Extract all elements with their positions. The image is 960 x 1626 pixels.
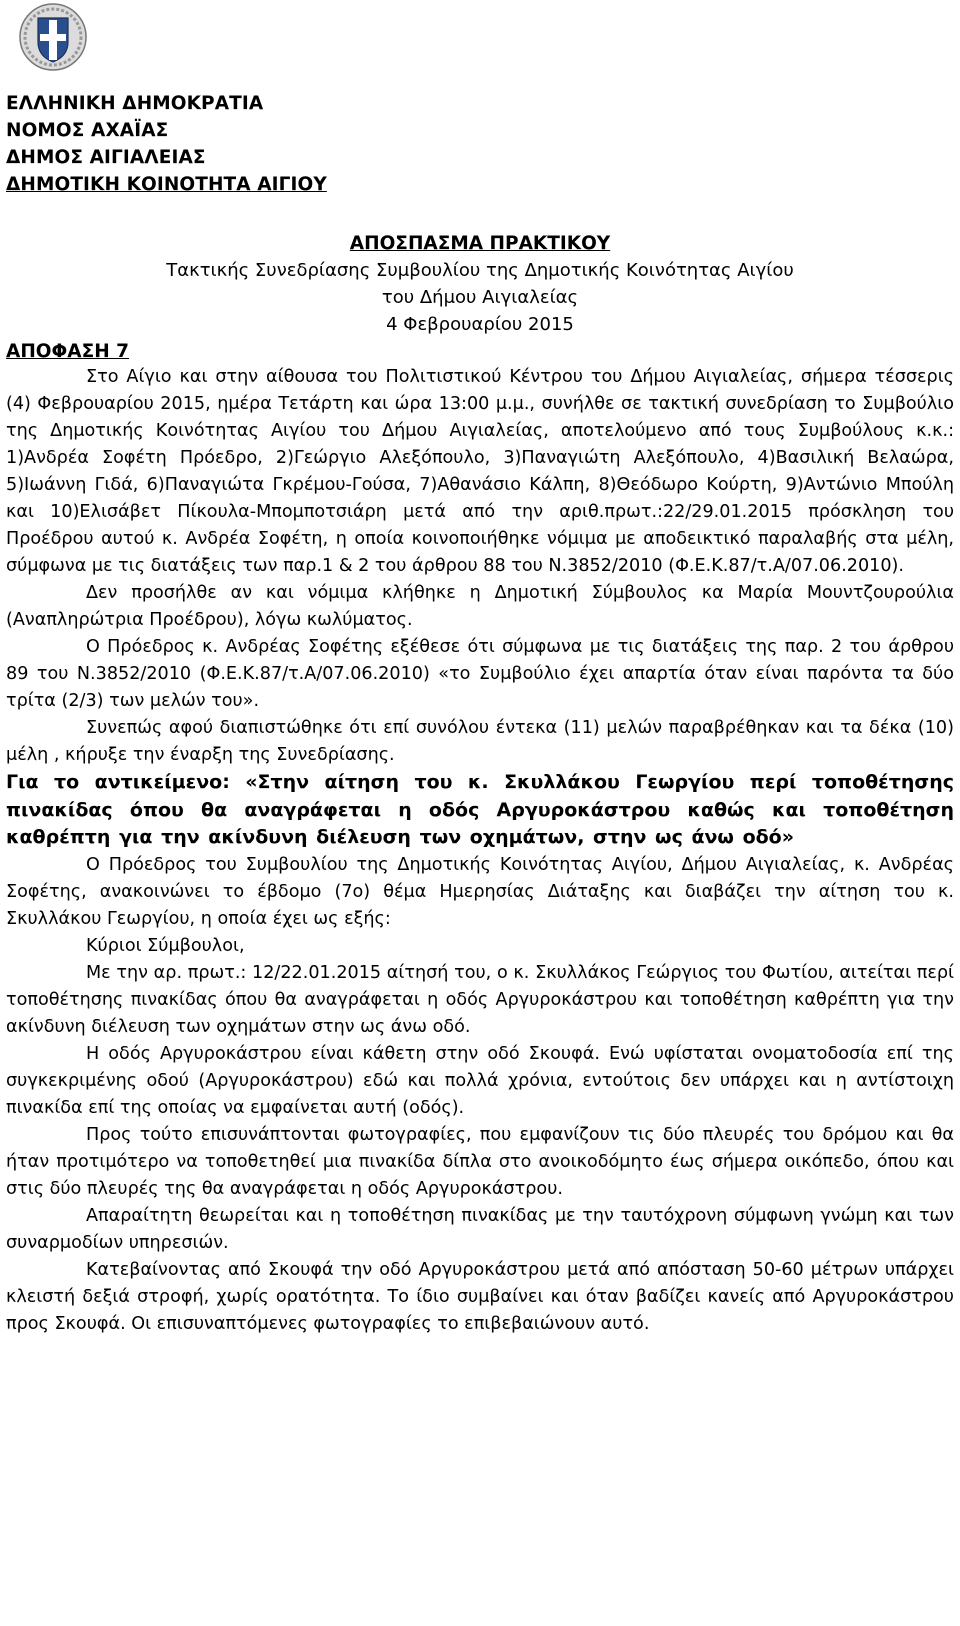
paragraph-visibility: Κατεβαίνοντας από Σκουφά την οδό Αργυροκάστρου μετά από απόσταση 50-60 μέτρων υπάρχει κλειστή δεξιά στροφή, χωρίς ορατότητα. Το ίδιο συμβαίνει και όταν βαδίζει κανείς από Αργυροκάστρου προς Σκουφά. Οι επισυναπτόμενες φωτογραφίες το επιβεβαιώνουν αυτό.: [6, 1259, 954, 1334]
decision-number: ΑΠΟΦΑΣΗ 7: [6, 341, 130, 362]
paragraph-salutation: Κύριοι Σύμβουλοι,: [86, 935, 245, 956]
paragraph-absence: Δεν προσήλθε αν και νόμιμα κλήθηκε η Δημοτική Σύμβουλος κα Μαρία Μουντζουρούλια (Αναπληρώτρια Προέδρου), λόγω κωλύματος.: [6, 583, 954, 630]
title-date: 4 Φεβρουαρίου 2015: [386, 314, 574, 335]
greek-coat-of-arms-emblem: [18, 2, 88, 72]
document-title-block: [6, 230, 954, 338]
paragraph-request: Με την αρ. πρωτ.: 12/22.01.2015 αίτησή του, ο κ. Σκυλλάκος Γεώργιος του Φωτίου, αιτείται περί τοποθέτησης πινακίδας όπου θα αναγράφεται η οδός Αργυροκάστρου και τοποθέτηση καθρέπτη για την ακίνδυνη διέλευση των οχημάτων στην ως άνω οδό.: [6, 962, 954, 1037]
document-body: [6, 364, 954, 1338]
issuing-authority-header: [6, 90, 327, 198]
paragraph-photos: Προς τούτο επισυνάπτονται φωτογραφίες, που εμφανίζουν τις δύο πλευρές του δρόμου και θα ήταν προτιμότερο να τοποθετηθεί μια πινακίδα δίπλα στο ανοικοδόμητο έως σήμερα οικόπεδο, όπου και στις δύο πλευρές της θα αναγράφεται η οδός Αργυροκάστρου.: [6, 1124, 954, 1199]
paragraph-approval: Απαραίτητη θεωρείται και η τοποθέτηση πινακίδας με την ταυτόχρονη σύμφωνη γνώμη και των συναρμοδίων υπηρεσιών.: [6, 1205, 954, 1253]
paragraph-quorum-rule: Ο Πρόεδρος κ. Ανδρέας Σοφέτης εξέθεσε ότι σύμφωνα με τις διατάξεις της παρ. 2 του άρθρου 89 του Ν.3852/2010 (Φ.Ε.Κ.87/τ.Α/07.06.2010) «το Συμβούλιο έχει απαρτία όταν είναι παρόντα τα δύο τρίτα (2/3) των μελών του».: [6, 637, 954, 711]
title-line-municipality: του Δήμου Αιγιαλείας: [381, 287, 579, 308]
paragraph-street-description: Η οδός Αργυροκάστρου είναι κάθετη στην οδό Σκουφά. Ενώ υφίσταται ονοματοδοσία επί της συγκεκριμένης οδού (Αργυροκάστρου) εδώ και πολλά χρόνια, εντούτοις δεν υπάρχει και η αντίστοιχη πινακίδα επί της οποίας να εμφαίνεται αυτή (οδός).: [6, 1043, 954, 1118]
subject-heading: Για το αντικείμενο: «Στην αίτηση του κ. Σκυλλάκου Γεωργίου περί τοποθέτησης πινακίδας όπου θα αναγράφεται η οδός Αργυροκάστρου καθώς και τοποθέτηση καθρέπτη για την ακίνδυνη διέλευση των οχημάτων, στην ως άνω οδό»: [6, 771, 954, 848]
header-line-republic: ΕΛΛΗΝΙΚΗ ΔΗΜΟΚΡΑΤΙΑ: [6, 93, 264, 114]
header-line-municipality: ΔΗΜΟΣ ΑΙΓΙΑΛΕΙΑΣ: [6, 147, 206, 168]
header-line-community: ΔΗΜΟΤΙΚΗ ΚΟΙΝΟΤΗΤΑ ΑΙΓΙΟΥ: [6, 174, 327, 195]
title-line-session: Τακτικής Συνεδρίασης Συμβουλίου της Δημοτικής Κοινότητας Αιγίου: [166, 260, 794, 281]
header-line-prefecture: ΝΟΜΟΣ ΑΧΑΪΑΣ: [6, 120, 169, 141]
paragraph-announcement: Ο Πρόεδρος του Συμβουλίου της Δημοτικής Κοινότητας Αιγίου, Δήμου Αιγιαλείας, κ. Ανδρέας Σοφέτης, ανακοινώνει το έβδομο (7ο) θέμα Ημερησίας Διάταξης και διαβάζει την αίτηση του κ. Σκυλλάκου Γεωργίου, η οποία έχει ως εξής:: [6, 854, 954, 929]
paragraph-quorum-confirmed: Συνεπώς αφού διαπιστώθηκε ότι επί συνόλου έντεκα (11) μελών παραβρέθηκαν και τα δέκα (10) μέλη , κήρυξε την έναρξη της Συνεδρίασης.: [6, 718, 954, 765]
paragraph-session-opening: Στο Αίγιο και στην αίθουσα του Πολιτιστικού Κέντρου του Δήμου Αιγιαλείας, σήμερα τέσσερις (4) Φεβρουαρίου 2015, ημέρα Τετάρτη και ώρα 13:00 μ.μ., συνήλθε σε τακτική συνεδρίαση το Συμβούλιο της Δημοτικής Κοινότητας Αιγίου του Δήμου Αιγιαλείας, αποτελούμενο από τους Συμβούλους κ.κ.: 1)Ανδρέα Σοφέτη Πρόεδρο, 2)Γεώργιο Αλεξόπουλο, 3)Παναγιώτη Αλεξόπουλο, 4)Βασιλική Βελαώρα, 5)Ιωάννη Γιδά, 6)Παναγιώτα Γκρέμου-Γούσα, 7)Αθανάσιο Κάλπη, 8)Θεόδωρο Κούρτη, 9)Αντώνιο Μπούλη και 10)Ελισάβετ Πίκουλα-Μπομποτσιάρη μετά από την αριθ.πρωτ.:22/29.01.2015 πρόσκληση του Προέδρου αυτού κ. Ανδρέα Σοφέτη, η οποία κοινοποιήθηκε νόμιμα με αποδεικτικό παραλαβής στα μέλη, σύμφωνα με τις διατάξεις των παρ.1 & 2 του άρθρου 88 του Ν.3852/2010 (Φ.Ε.Κ.87/τ.Α/07.06.2010).: [6, 367, 954, 576]
document-heading: ΑΠΟΣΠΑΣΜΑ ΠΡΑΚΤΙΚΟΥ: [349, 233, 611, 254]
